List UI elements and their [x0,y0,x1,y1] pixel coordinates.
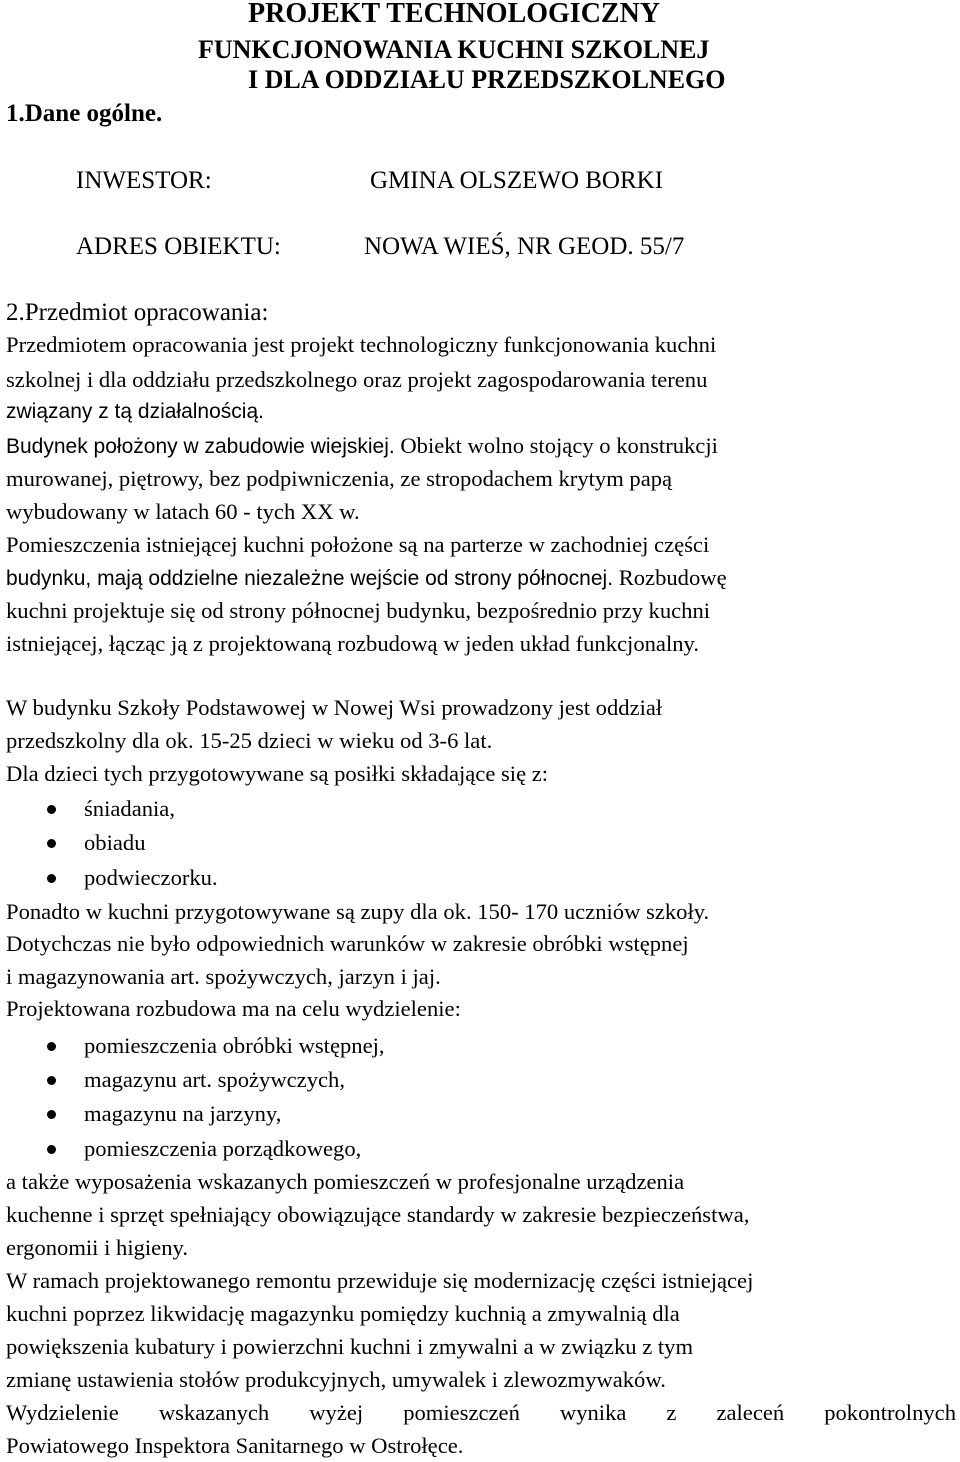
paragraph-line: powiększenia kubatury i powierzchni kuchni i zmywalni a w związku z tym [6,1334,694,1359]
list-item: podwieczorku. [84,865,218,890]
paragraph-line: i magazynowania art. spożywczych, jarzyn i jaj. [6,964,441,989]
paragraph-line: Dotychczas nie było odpowiednich warunków w zakresie obróbki wstępnej [6,931,689,956]
paragraph-line: W budynku Szkoły Podstawowej w Nowej Wsi prowadzony jest oddział [6,695,663,720]
paragraph-line: szkolnej i dla oddziału przedszkolnego oraz projekt zagospodarowania terenu [6,367,708,392]
paragraph-line: wybudowany w latach 60 - tych XX w. [6,499,360,524]
bullet-icon [47,1110,56,1119]
paragraph-line: murowanej, piętrowy, bez podpiwniczenia, ze stropodachem krytym papą [6,466,673,491]
paragraph-line: Powiatowego Inspektora Sanitarnego w Ostrołęce. [6,1433,464,1458]
address-value: NOWA WIEŚ, NR GEOD. 55/7 [364,233,685,260]
paragraph-line: Obiekt wolno stojący o konstrukcji [394,433,718,458]
bullet-icon [47,839,56,848]
investor-label: INWESTOR: [76,167,212,194]
list-item: obiadu [84,830,146,855]
paragraph-line: ergonomii i higieny. [6,1235,188,1260]
list-item: magazynu na jarzyny, [84,1101,282,1126]
bullet-icon [47,1145,56,1154]
bullet-icon [47,874,56,883]
paragraph-line: Ponadto w kuchni przygotowywane są zupy dla ok. 150- 170 uczniów szkoły. [6,899,710,924]
paragraph-line: Dla dzieci tych przygotowywane są posiłki składające się z: [6,761,549,786]
section-2-heading: 2.Przedmiot opracowania: [6,299,269,326]
paragraph-line: kuchenne i sprzęt spełniający obowiązujące standardy w zakresie bezpieczeństwa, [6,1202,750,1227]
title-line-1: PROJEKT TECHNOLOGICZNY [248,0,661,29]
list-item: pomieszczenia obróbki wstępnej, [84,1033,385,1058]
paragraph-line: Wydzielenie wskazanych wyżej pomieszczeń wynika z zaleceń pokontrolnych [6,1400,956,1425]
list-item: pomieszczenia porządkowego, [84,1136,362,1161]
list-item: magazynu art. spożywczych, [84,1067,345,1092]
address-label: ADRES OBIEKTU: [76,233,281,260]
paragraph-line: Projektowana rozbudowa ma na celu wydzielenie: [6,996,461,1021]
paragraph-line: kuchni poprzez likwidację magazynku pomiędzy kuchnią a zmywalnią dla [6,1301,680,1326]
title-line-3: I DLA ODDZIAŁU PRZEDSZKOLNEGO [248,65,726,94]
paragraph-line: istniejącej, łącząc ją z projektowaną rozbudową w jeden układ funkcjonalny. [6,631,700,656]
paragraph-line: budynku, mają oddzielne niezależne wejście od strony północnej. [6,567,614,590]
list-item: śniadania, [84,796,175,821]
paragraph-line: związany z tą działalnością. [6,400,264,423]
paragraph-line: Rozbudowę [613,565,727,590]
section-1-heading: 1.Dane ogólne. [6,100,163,127]
paragraph-line: W ramach projektowanego remontu przewiduje się modernizację części istniejącej [6,1268,754,1293]
investor-value: GMINA OLSZEWO BORKI [370,167,664,194]
paragraph-line: Pomieszczenia istniejącej kuchni położone są na parterze w zachodniej części [6,532,710,557]
paragraph-line: zmianę ustawienia stołów produkcyjnych, umywalek i zlewozmywaków. [6,1367,666,1392]
paragraph-line: Przedmiotem opracowania jest projekt technologiczny funkcjonowania kuchni [6,332,717,357]
paragraph-line: a także wyposażenia wskazanych pomieszczeń w profesjonalne urządzenia [6,1169,685,1194]
paragraph-line: kuchni projektuje się od strony północnej budynku, bezpośrednio przy kuchni [6,598,711,623]
bullet-icon [47,1042,56,1051]
title-line-2: FUNKCJONOWANIA KUCHNI SZKOLNEJ [198,35,710,64]
paragraph-line: przedszkolny dla ok. 15-25 dzieci w wieku od 3-6 lat. [6,728,493,753]
paragraph-line: Budynek położony w zabudowie wiejskiej. [6,435,395,458]
bullet-icon [47,805,56,814]
bullet-icon [47,1076,56,1085]
